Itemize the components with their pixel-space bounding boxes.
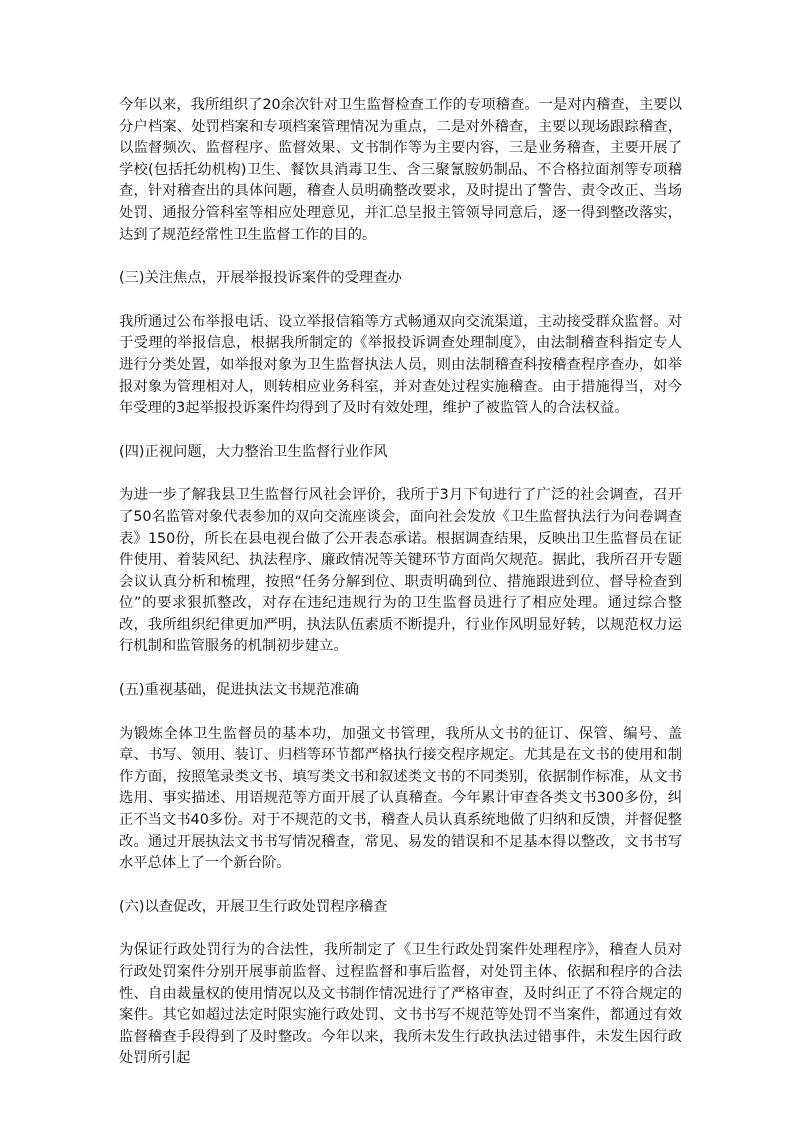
section-heading-complaints: (三)关注焦点，开展举报投诉案件的受理查办 [119,270,402,287]
paragraph-conduct: 为进一步了解我县卫生监督行风社会评价，我所于3月下旬进行了广泛的社会调查，召开了50名监管对象代表参加的双向交流座谈会，面向社会发放《卫生监督执法行为问卷调查表》150份，所长在县电视台做了公开表态承诺。根据调查结果，反映出卫生监督员在证件使用、着装风纪、执法程序、廉政情况等关键环节方面尚欠规范。据此，我所召开专题会议认真分析和梳理，按照“任务分解到位、职责明确到位、措施跟进到位、督导检查到位”的要求狠抓整改，对存在违纪违规行为的卫生监督员进行了相应处理。通过综合整改，我所组织纪律更加严明，执法队伍素质不断提升，行业作风明显好转，以规范权力运行机制和监管服务的机制初步建立。 [119,487,682,655]
document-page [119,95,682,1092]
section-heading-documents: (五)重视基础，促进执法文书规范准确 [119,682,359,699]
paragraph-special-audits: 今年以来，我所组织了20余次针对卫生监督检查工作的专项稽查。一是对内稽查，主要以分户档案、处罚档案和专项档案管理情况为重点，二是对外稽查，主要以现场跟踪稽查，以监督频次、监督程序、监督效果、文书制作等为主要内容，三是业务稽查，主要开展了学校(包括托幼机构)卫生、餐饮具消毒卫生、含三聚氰胺奶制品、不合格拉面剂等专项稽查，针对稽查出的具体问题，稽查人员明确整改要求，及时提出了警告、责令改正、当场处罚、通报分管科室等相应处理意见，并汇总呈报主管领导同意后，逐一得到整改落实，达到了规范经常性卫生监督工作的目的。 [119,97,682,243]
section-heading-penalty-procedure: (六)以查促改，开展卫生行政处罚程序稽查 [119,898,388,915]
paragraph-complaints: 我所通过公布举报电话、设立举报信箱等方式畅通双向交流渠道，主动接受群众监督。对于受理的举报信息，根据我所制定的《举报投诉调查处理制度》，由法制稽查科指定专人进行分类处置，如举报对象为卫生监督执法人员，则由法制稽查科按稽查程序查办，如举报对象为管理相对人，则转相应业务科室，并对查处过程实施稽查。由于措施得当，对今年受理的3起举报投诉案件均得到了及时有效处理，维护了被监管人的合法权益。 [119,313,682,417]
section-heading-conduct: (四)正视问题，大力整治卫生监督行业作风 [119,443,388,460]
paragraph-documents: 为锻炼全体卫生监督员的基本功，加强文书管理，我所从文书的征订、保管、编号、盖章、书写、领用、装订、归档等环节都严格执行接交程序规定。尤其是在文书的使用和制作方面，按照笔录类文书、填写类文书和叙述类文书的不同类别，依据制作标准，从文书选用、事实描述、用语规范等方面开展了认真稽查。今年累计审查各类文书300多份，纠正不当文书40多份。对于不规范的文书，稽查人员认真系统地做了归纳和反馈，并督促整改。通过开展执法文书书写情况稽查，常见、易发的错误和不足基本得以整改，文书书写水平总体上了一个新台阶。 [119,725,682,872]
paragraph-penalty-procedure: 为保证行政处罚行为的合法性，我所制定了《卫生行政处罚案件处理程序》，稽查人员对行政处罚案件分别开展事前监督、过程监督和事后监督，对处罚主体、依据和程序的合法性、自由裁量权的使用情况以及文书制作情况进行了严格审查，及时纠正了不符合规定的案件。其它如超过法定时限实施行政处罚、文书书写不规范等处罚不当案件，都通过有效监督稽查手段得到了及时整改。今年以来，我所未发生行政执法过错事件，未发生因行政处罚所引起 [119,942,682,1067]
